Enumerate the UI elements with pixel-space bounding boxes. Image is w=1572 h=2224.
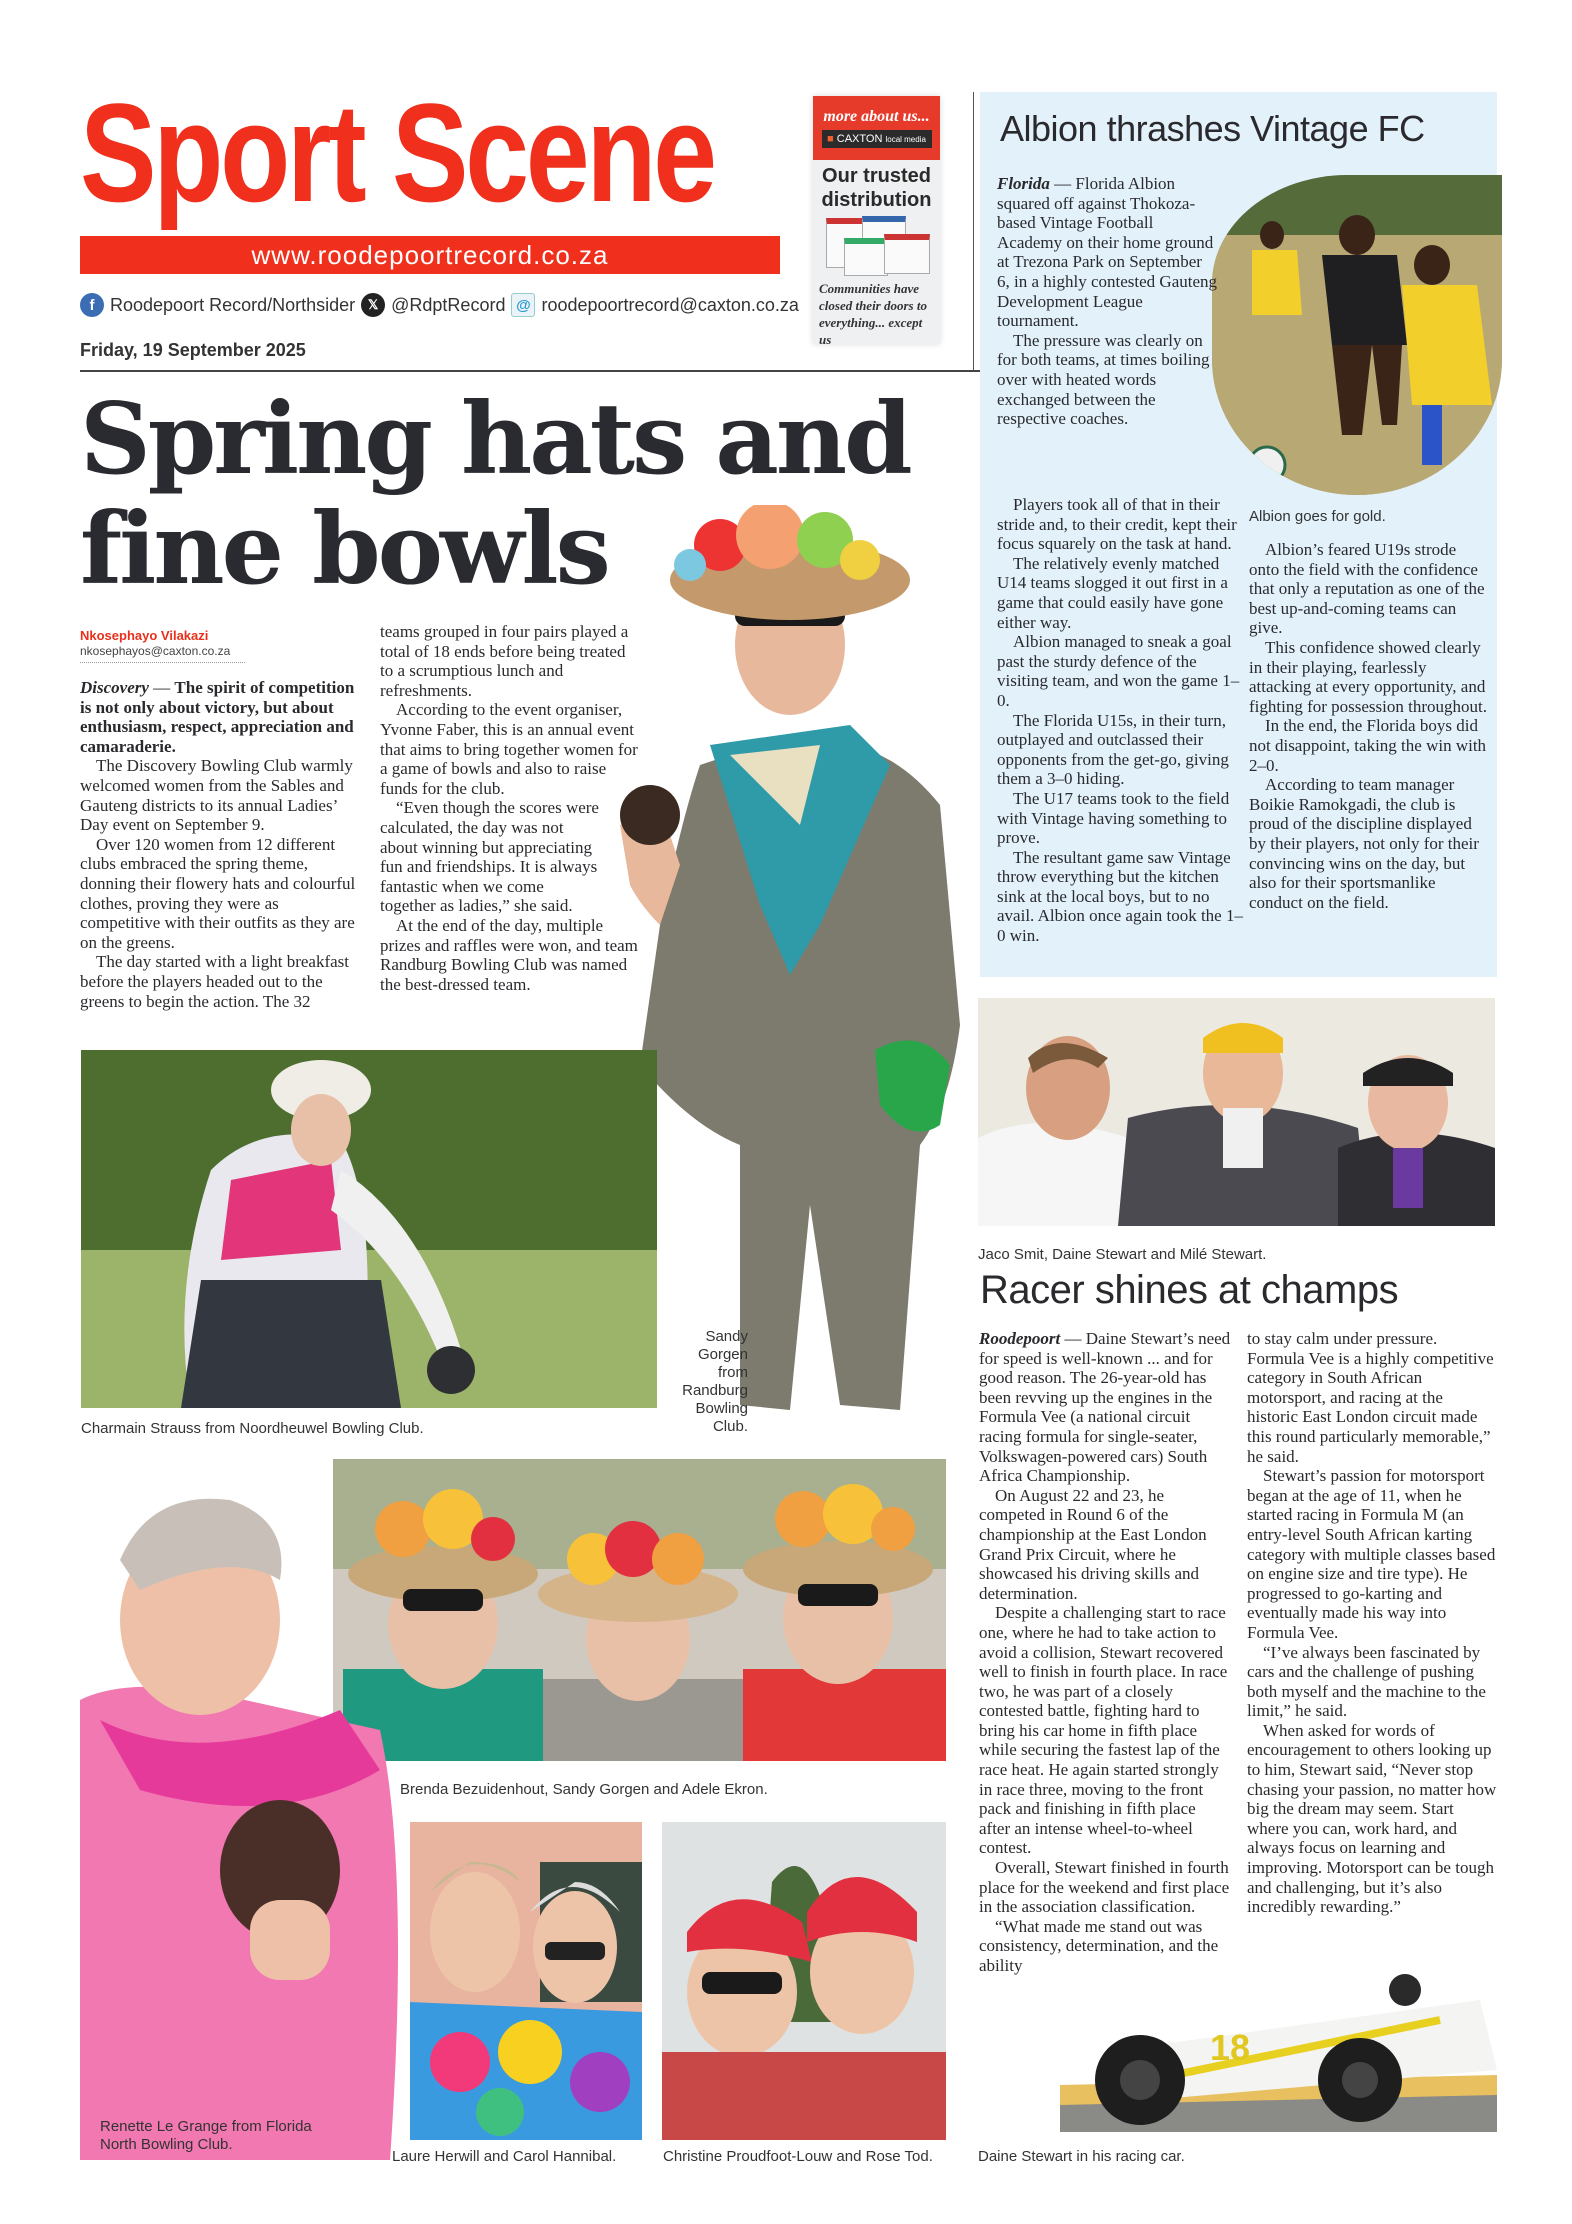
author-name: Nkosephayo Vilakazi: [80, 628, 209, 643]
facebook-link[interactable]: Roodepoort Record/Northsider: [110, 294, 356, 315]
caxton-logo: ■ CAXTON local media: [822, 130, 932, 148]
caption-racing-car: Daine Stewart in his racing car.: [978, 2148, 1185, 2165]
paragraph: The day started with a light breakfast before the players headed out to the greens to begin the action. The 32: [80, 952, 350, 1011]
email-icon: @: [511, 293, 535, 317]
paragraph: At the end of the day, multiple prizes and raffles were won, and team Randburg Bowling Club was named the best-dressed team.: [380, 915, 638, 994]
photo-racing-car: [1060, 1960, 1497, 2132]
caption-renette: Renette Le Grange from Florida North Bowling Club.: [100, 2118, 312, 2153]
photo-renette-le-grange: [80, 1470, 410, 2160]
caption-charmain: Charmain Strauss from Noordheuwel Bowling Club.: [81, 1420, 424, 1437]
main-story-col2: [380, 622, 640, 994]
paragraph: This confidence showed clearly in their playing, fearlessly attacking at every opportunity, and fighting for possession throughout.: [1249, 637, 1487, 716]
main-story-col1: Discovery — The spirit of competition is not only about victory, but about enthusiasm, respect, appreciation and camaraderie. The Discovery Bowling Club warmly welcomed women from the Sables and Gauteng districts to its annual Ladies’ Day event on September 9. Over 120 women from 12 different clubs embraced the spring theme, donning their flowery hats and colourful clothes, proving they were as competitive with their outfits as they are on the greens. The day started with a light breakfast before the players headed out to the greens to begin the action. The 32: [80, 678, 362, 1011]
paragraph: Stewart’s passion for motorsport began at the age of 11, when he started racing in Formula M (an entry-level South African karting category with multiple classes based on engine size and tire type). He progressed to go-karting and eventually made his way into Formula Vee.: [1247, 1466, 1496, 1642]
caption-laure: Laure Herwill and Carol Hannibal.: [392, 2148, 617, 2165]
paragraph: The U17 teams took to the field with Vintage having something to prove.: [997, 788, 1230, 848]
paragraph: Players took all of that in their stride and, to their credit, kept their focus squarely on the task at hand.: [997, 495, 1237, 554]
albion-headline: Albion thrashes Vintage FC: [1000, 108, 1425, 149]
paragraph: When asked for words of encouragement to others looking up to him, Stewart said, “Never stop chasing your passion, no matter how big the dream may seem. Start where you can, work hard, and always focus on learning and improving. Motorsport can be tough and challenging, but it’s also incredibly rewarding.”: [1247, 1720, 1497, 1917]
paragraph: According to team manager Boikie Ramokgadi, the club is proud of the discipline displayed by their players, not only for their convincing wins on the day, but also for their sportsmanlike conduct on the field.: [1249, 775, 1479, 912]
photo-laure-carol: [410, 1822, 642, 2140]
caption-albion: Albion goes for gold.: [1249, 508, 1386, 525]
photo-trio: [333, 1459, 946, 1761]
paragraph: The pressure was clearly on for both teams, at times boiling over with heated words exchanged between the respective coaches.: [997, 330, 1210, 429]
paragraph: According to the event organiser, Yvonne Faber, this is an annual event that aims to bring together women for a game of bowls and also to raise funds for the club.: [380, 700, 638, 798]
website-link[interactable]: www.roodepoortrecord.co.za: [80, 236, 780, 274]
racer-col2: [1247, 1329, 1497, 1917]
caption-racer-trio: Jaco Smit, Daine Stewart and Milé Stewart.: [978, 1246, 1267, 1263]
author-email[interactable]: nkosephayos@caxton.co.za: [80, 644, 231, 658]
paragraph: “What made me stand out was consistency, determination, and the ability: [979, 1916, 1219, 1975]
section-title: Sport Scene: [80, 74, 714, 231]
social-links: [80, 290, 799, 320]
paragraph: In the end, the Florida boys did not disappoint, taking the win with 2–0.: [1249, 716, 1487, 775]
photo-albion-football: [1212, 175, 1502, 495]
newspapers-image: [822, 216, 932, 276]
main-headline: Spring hats and fine bowls: [80, 382, 910, 607]
caption-christine: Christine Proudfoot-Louw and Rose Tod.: [663, 2148, 933, 2165]
masthead-divider: [80, 370, 980, 372]
racer-col1: Roodepoort — Daine Stewart’s need for speed is well-known ... and for good reason. The 26-year-old has been revving up the engines in the Formula Vee (a national circuit racing formula for single-seater, Volkswagen-powered cars) South Africa Championship. On August 22 and 23, he competed in Round 6 of the championship at the East London Grand Prix Circuit, where he showcased his driving skills and determination. Despite a challenging start to race one, where he had to take action to avoid a collision, Stewart recovered well to finish in fourth place. In race two, he was part of a closely contested battle, fighting hard to bring his car home in fifth place while securing the fastest lap of the race heat. He again started strongly in race three, moving to the front pack and finishing in fifth place after an intense wheel-to-wheel contest. Overall, Stewart finished in fourth place for the weekend and first place in the association classification. “What made me stand out was consistency, determination, and the ability: [979, 1329, 1231, 1975]
promo-header: [813, 96, 940, 160]
caption-sandy: Sandy Gorgen from Randburg Bowling Club.: [682, 1328, 748, 1435]
issue-date: Friday, 19 September 2025: [80, 340, 306, 360]
paragraph: The relatively evenly matched U14 teams slogged it out first in a game that could easily have gone either way.: [997, 553, 1228, 632]
paragraph: Overall, Stewart finished in fourth place for the weekend and first place in the association classification.: [979, 1858, 1230, 1917]
promo-more-about: more about us...: [823, 108, 930, 125]
paragraph: “Even though the scores were calculated, the day was not about winning but appreciating fun and friendships. It is always fantastic when we come together as ladies,” she said.: [380, 798, 599, 916]
paragraph: Despite a challenging start to race one, where he had to take action to avoid a collision, Stewart recovered well to finish in fourth place. In race two, he was part of a closely contested battle, fighting hard to bring his car home in fifth place while securing the fastest lap of the race heat. He again started strongly in race three, moving to the front pack and finishing in fifth place after an intense wheel-to-wheel contest.: [979, 1603, 1228, 1858]
paragraph: Over 120 women from 12 different clubs embraced the spring theme, donning their flowery hats and colourful clothes, proving they were as competitive with their outfits as they are on the greens.: [80, 834, 356, 952]
photo-sandy-gorgen: [620, 505, 980, 1425]
albion-col1: Florida — Florida Albion squared off against Thokoza-based Vintage Football Academy on their home ground at Trezona Park on September 6, in a highly contested Gauteng Development League tournament. The pressure was clearly on for both teams, at times boiling over with heated words exchanged between the respective coaches.: [997, 174, 1218, 429]
photo-christine-rose: [662, 1822, 946, 2140]
photo-charmain-strauss: [81, 1050, 657, 1408]
dateline: Discovery: [80, 678, 149, 697]
caption-trio: Brenda Bezuidenhout, Sandy Gorgen and Adele Ekron.: [400, 1781, 768, 1798]
paragraph: Albion managed to sneak a goal past the sturdy defence of the visiting team, and won the game 1–0.: [997, 632, 1240, 710]
paragraph: to stay calm under pressure. Formula Vee is a highly competitive category in South African motorsport, and racing at the historic East London circuit made this round particularly memorable,” he said.: [1247, 1329, 1494, 1466]
paragraph: Albion’s feared U19s strode onto the field with the confidence that only a reputation as one of the best up-and-coming teams can give.: [1249, 540, 1485, 638]
caxton-promo[interactable]: [813, 96, 940, 347]
paragraph: teams grouped in four pairs played a total of 18 ends before being treated to a scrumptious lunch and refreshments.: [380, 622, 629, 700]
lead-paragraph: The spirit of competition is not only about victory, but about enthusiasm, respect, appreciation and camaraderie.: [80, 678, 355, 756]
x-link[interactable]: @RdptRecord: [391, 294, 506, 315]
dateline: Roodepoort: [979, 1329, 1061, 1348]
albion-col1-cont: [997, 495, 1247, 946]
dateline: Florida: [997, 174, 1050, 193]
racer-headline: Racer shines at champs: [980, 1268, 1399, 1312]
paragraph: “I’ve always been fascinated by cars and the challenge of pushing both myself and the machine to the limit,” he said.: [1247, 1642, 1486, 1721]
email-link[interactable]: roodepoortrecord@caxton.co.za: [541, 294, 799, 315]
column-divider: [973, 92, 974, 370]
svg-text:18: 18: [1210, 2027, 1251, 2068]
paragraph: The Discovery Bowling Club warmly welcomed women from the Sables and Gauteng districts to its annual Ladies’ Day event on September 9.: [80, 756, 353, 835]
facebook-icon: f: [80, 293, 104, 317]
x-icon: 𝕏: [361, 293, 385, 317]
paragraph: On August 22 and 23, he competed in Round 6 of the championship at the East London Grand Prix Circuit, where he showcased his driving skills and determination.: [979, 1485, 1207, 1603]
albion-col2: [1249, 540, 1487, 912]
promo-heading: Our trusted distribution: [821, 165, 932, 211]
byline-divider: [80, 662, 245, 663]
paragraph: The Florida U15s, in their turn, outplayed and outclassed their opponents from the get-go, giving them a 3–0 hiding.: [997, 710, 1229, 789]
photo-racer-trio: [978, 998, 1495, 1226]
paragraph: The resultant game saw Vintage throw everything but the kitchen sink at the local boys, but to no avail. Albion once again took the 1–0 win.: [997, 847, 1243, 946]
promo-tagline: Communities have closed their doors to everything... except us: [819, 281, 927, 347]
